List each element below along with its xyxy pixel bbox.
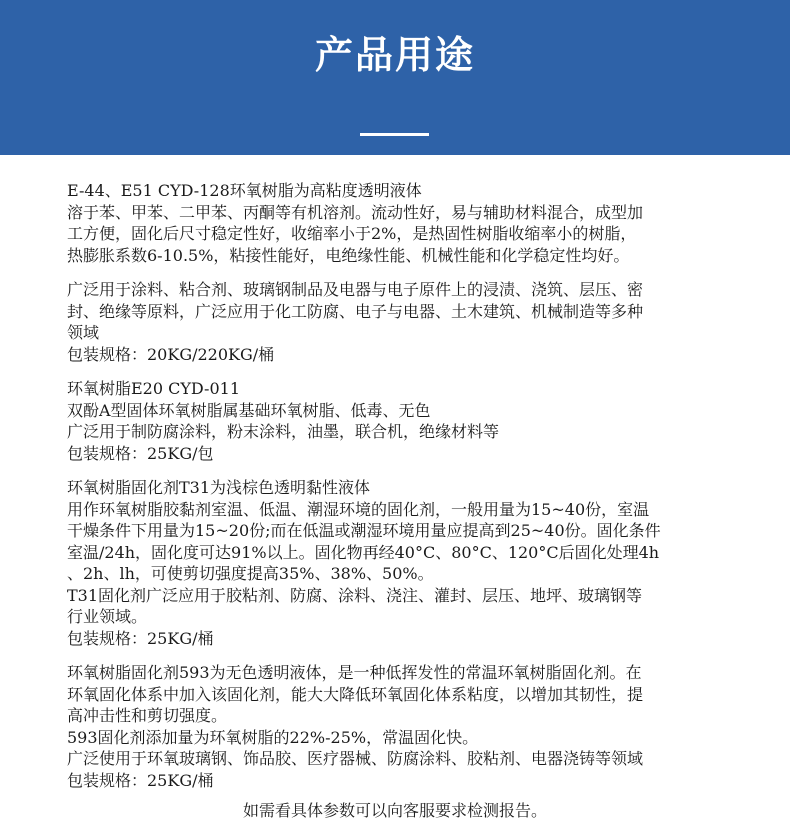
text-line: 593固化剂添加量为环氧树脂的22%-25%，常温固化快。 [67, 727, 479, 747]
page-title: 产品用途 [314, 33, 475, 77]
text-line: 广泛用于涂料、粘合剂、玻璃钢制品及电器与电子原件上的浸渍、浇筑、层压、密 [67, 280, 644, 299]
section-t31 [67, 477, 727, 649]
section-e20 [67, 378, 727, 464]
packaging-spec: 包装规格：25KG/桶 [67, 628, 214, 648]
text-line: E-44、E51 CYD-128环氧树脂为高粘度透明液体 [67, 181, 422, 200]
text-line: 广泛用于制防腐涂料，粉末涂料，油墨，联合机，绝缘材料等 [67, 422, 500, 441]
footer-note: 如需看具体参数可以向客服要求检测报告。 [242, 801, 547, 820]
text-line: 环氧固化体系中加入该固化剂，能大大降低环氧固化体系粘度，以增加其韧性，提 [67, 684, 644, 704]
section-e44-e51 [67, 180, 727, 266]
text-line: 用作环氧树脂胶黏剂室温、低温、潮湿环境的固化剂，一般用量为15~40份，室温 [67, 499, 650, 519]
section-applications [67, 279, 727, 365]
text-line: 环氧树脂E20 CYD-011 [67, 379, 241, 398]
header-banner [0, 0, 790, 155]
text-line: 热膨胀系数6-10.5%，粘接性能好，电绝缘性能、机械性能和化学稳定性均好。 [67, 245, 630, 265]
text-line: 溶于苯、甲苯、二甲苯、丙酮等有机溶剂。流动性好，易与辅助材料混合，成型加 [67, 202, 644, 222]
text-line: 封、绝缘等原料，广泛应用于化工防腐、电子与电器、土木建筑、机械制造等多种 [67, 301, 644, 321]
text-line: 高冲击性和剪切强度。 [67, 706, 228, 725]
packaging-spec: 包装规格：25KG/包 [67, 443, 214, 463]
product-description [67, 180, 727, 804]
section-593 [67, 662, 727, 791]
text-line: T31固化剂广泛应用于胶粘剂、防腐、涂料、浇注、灌封、层压、地坪、玻璃钢等 [67, 585, 643, 605]
text-line: 干燥条件下用量为15~20份;而在低温或潮湿环境用量应提高到25~40份。固化条件 [67, 521, 661, 540]
text-line: 广泛使用于环氧玻璃钢、饰品胶、医疗器械、防腐涂料、胶粘剂、电器浇铸等领域 [67, 749, 644, 768]
packaging-spec: 包装规格：20KG/220KG/桶 [67, 344, 275, 364]
text-line: 行业领域。 [67, 607, 148, 626]
text-line: 环氧树脂固化剂T31为浅棕色透明黏性液体 [67, 478, 371, 497]
title-underline [360, 133, 429, 136]
packaging-spec: 包装规格：25KG/桶 [67, 770, 214, 790]
text-line: 工方便，固化后尺寸稳定性好，收缩率小于2%，是热固性树脂收缩率小的树脂， [67, 224, 637, 243]
text-line: 环氧树脂固化剂593为无色透明液体，是一种低挥发性的常温环氧树脂固化剂。在 [67, 663, 642, 682]
text-line: 室温/24h，固化度可达91%以上。固化物再经40°C、80°C、120°C后固化处理4h [67, 542, 660, 562]
text-line: 领域 [67, 323, 100, 342]
text-line: 、2h、lh，可使剪切强度提高35%、38%、50%。 [67, 564, 434, 583]
text-line: 双酚A型固体环氧树脂属基础环氧树脂、低毒、无色 [67, 400, 431, 420]
